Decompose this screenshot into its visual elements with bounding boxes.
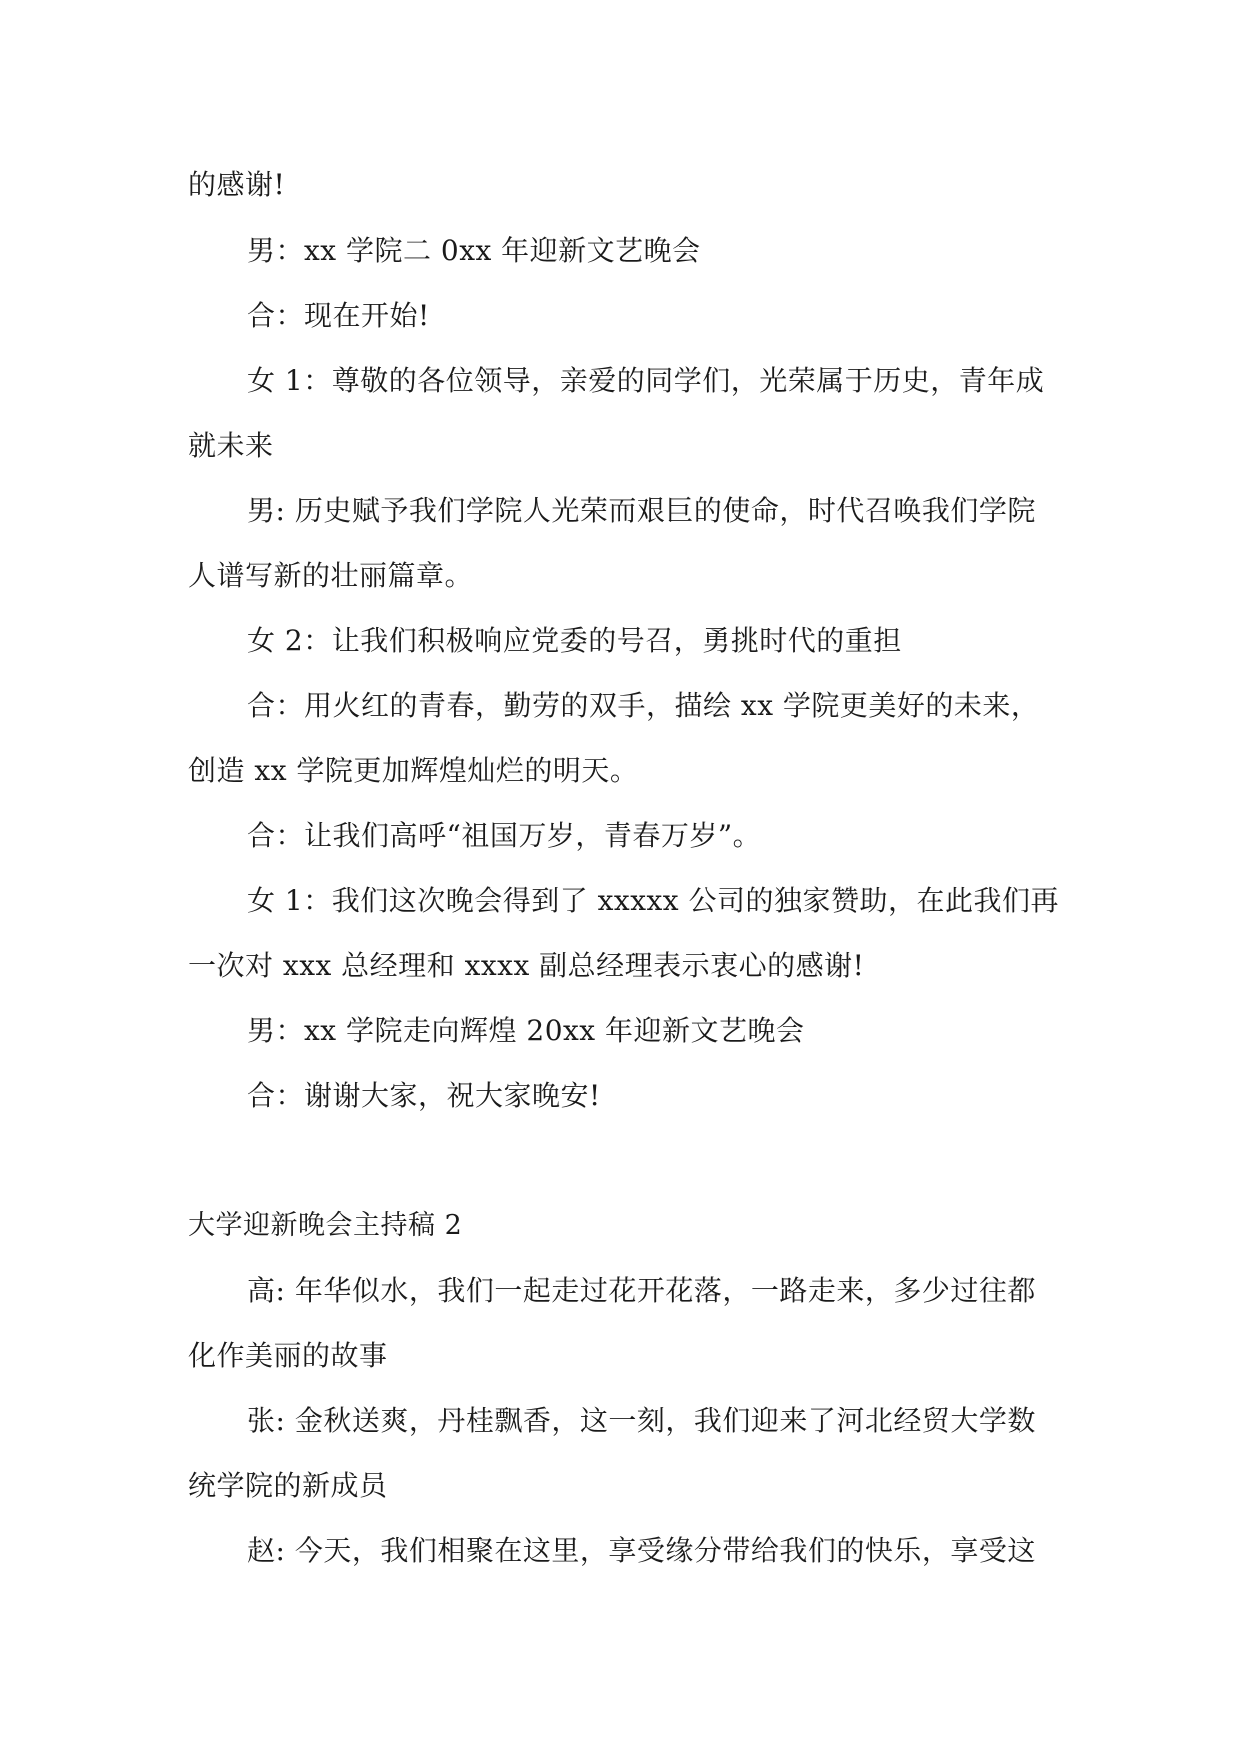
paragraph-line: 女 1：尊敬的各位领导，亲爱的同学们，光荣属于历史，青年成 — [247, 364, 1045, 397]
paragraph-line: 的感谢! — [188, 168, 286, 201]
paragraph-line: 就未来 — [188, 429, 274, 462]
paragraph-line: 合：让我们高呼“祖国万岁，青春万岁”。 — [247, 819, 762, 852]
paragraph-line: 男：xx 学院走向辉煌 20xx 年迎新文艺晚会 — [247, 1014, 805, 1047]
paragraph-line: 赵: 今天，我们相聚在这里，享受缘分带给我们的快乐，享受这 — [247, 1534, 1036, 1567]
paragraph-line: 人谱写新的壮丽篇章。 — [188, 559, 474, 592]
paragraph-line: 合：谢谢大家，祝大家晚安! — [247, 1079, 601, 1112]
paragraph-line: 男: 历史赋予我们学院人光荣而艰巨的使命，时代召唤我们学院 — [247, 494, 1036, 527]
paragraph-line: 一次对 xxx 总经理和 xxxx 副总经理表示衷心的感谢! — [188, 949, 865, 982]
paragraph-line: 创造 xx 学院更加辉煌灿烂的明天。 — [188, 754, 639, 787]
section-heading: 大学迎新晚会主持稿 2 — [188, 1210, 463, 1241]
paragraph-line: 男：xx 学院二 0xx 年迎新文艺晚会 — [247, 234, 701, 267]
paragraph-line: 女 2：让我们积极响应党委的号召，勇挑时代的重担 — [247, 624, 902, 657]
paragraph-line: 女 1：我们这次晚会得到了 xxxxx 公司的独家赞助，在此我们再 — [247, 884, 1059, 917]
paragraph-line: 化作美丽的故事 — [188, 1339, 388, 1372]
paragraph-line: 合：用火红的青春，勤劳的双手，描绘 xx 学院更美好的未来， — [247, 689, 1040, 722]
paragraph-line: 合：现在开始! — [247, 299, 430, 332]
paragraph-line: 张: 金秋送爽，丹桂飘香，这一刻，我们迎来了河北经贸大学数 — [247, 1404, 1036, 1437]
paragraph-line: 统学院的新成员 — [188, 1469, 388, 1502]
paragraph-line: 高: 年华似水，我们一起走过花开花落，一路走来，多少过往都 — [247, 1274, 1036, 1307]
